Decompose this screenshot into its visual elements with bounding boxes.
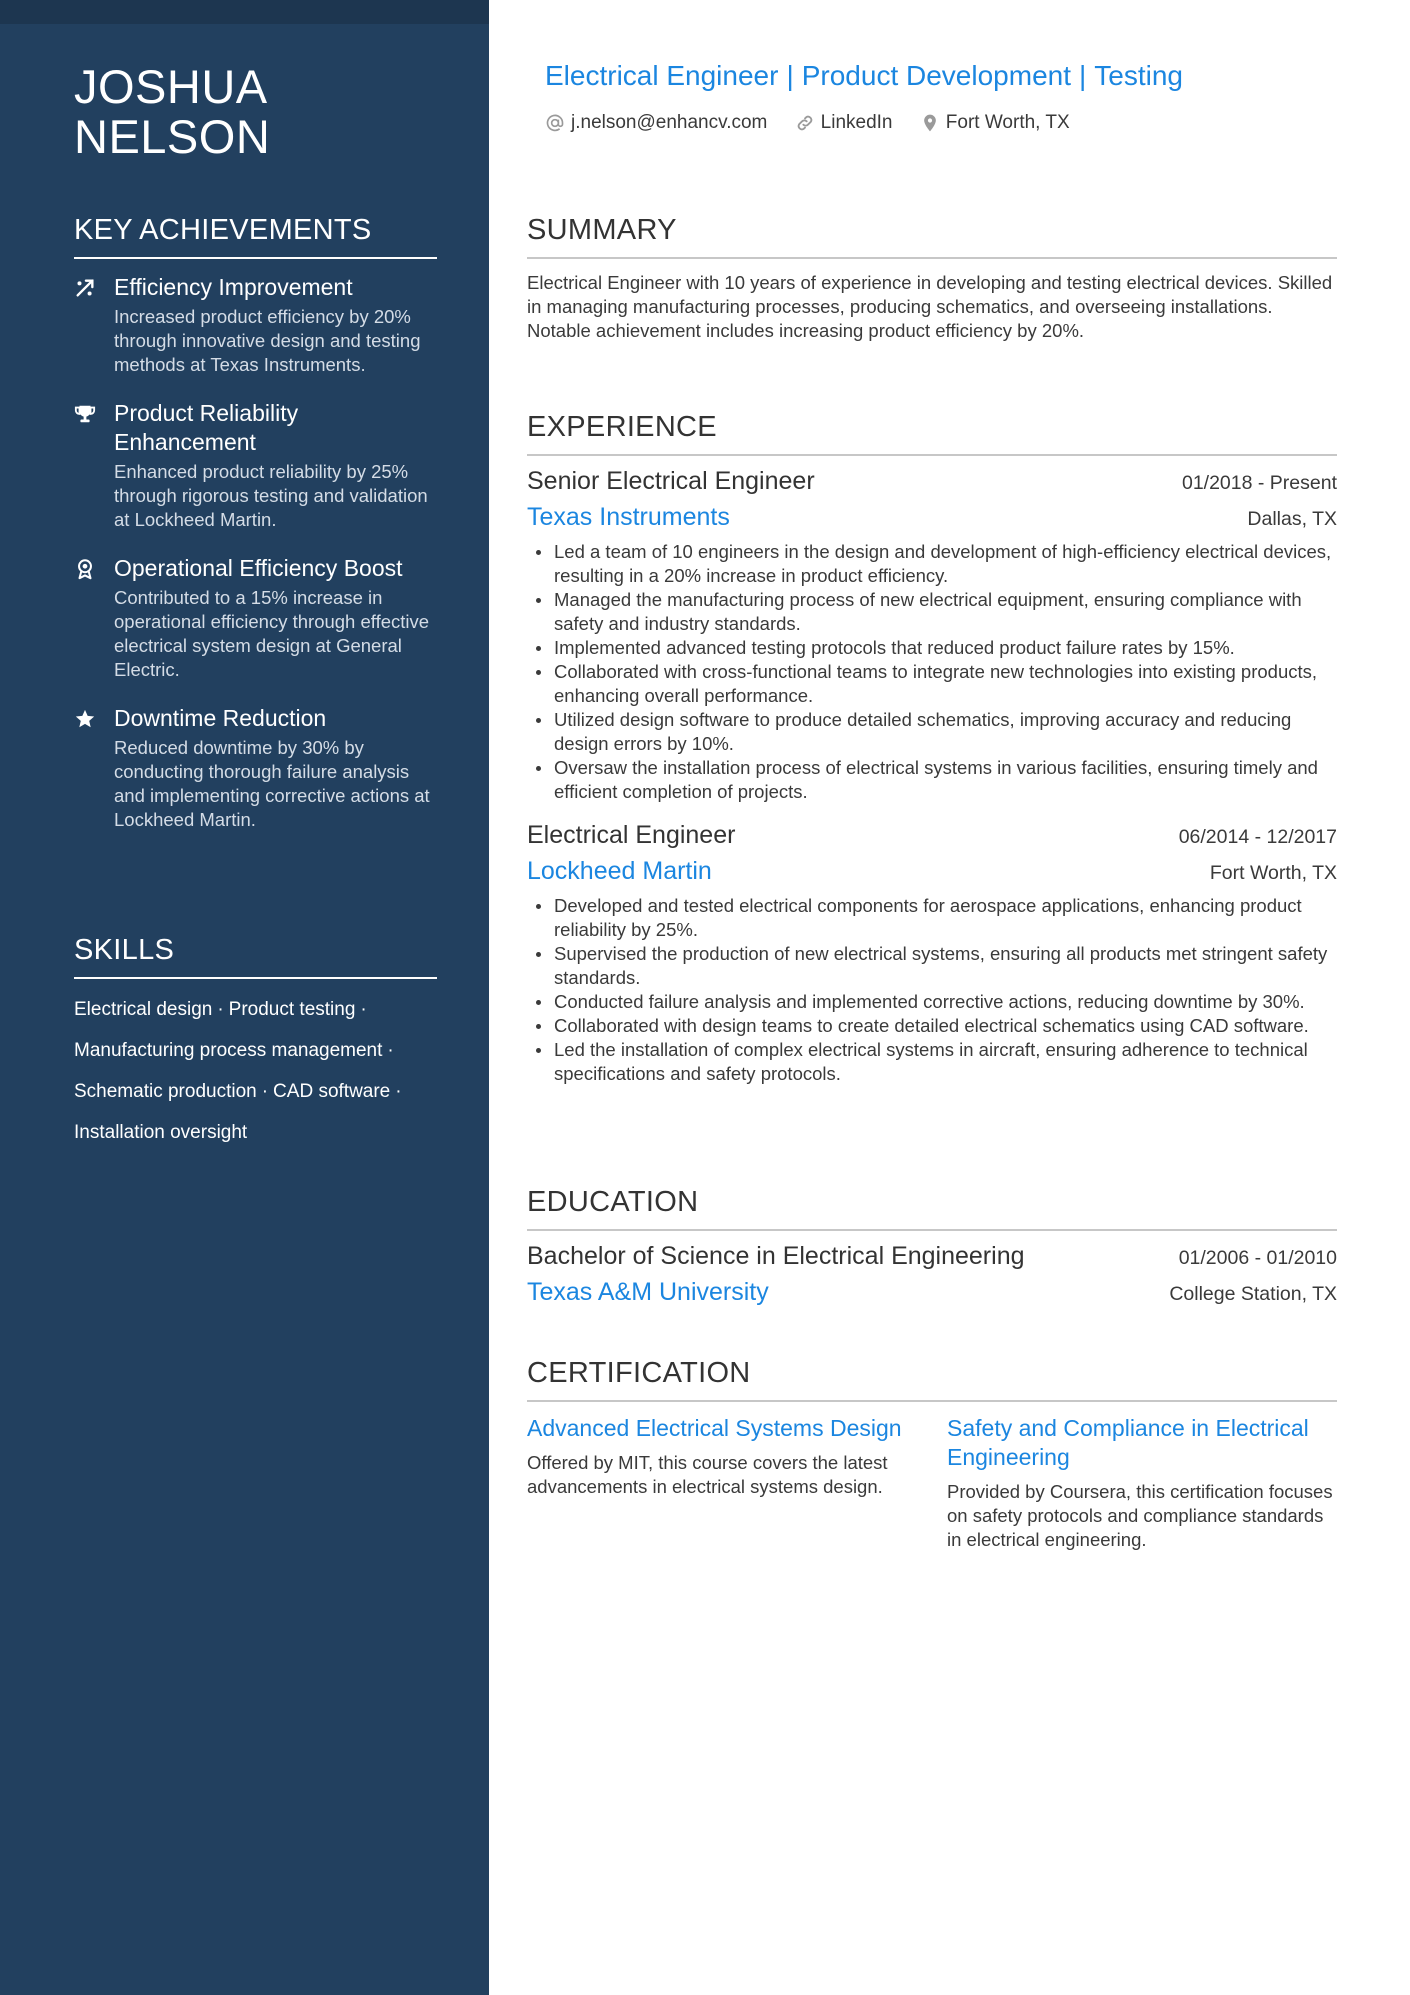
education-location: College Station, TX (1169, 1283, 1337, 1305)
skills-line (74, 1112, 437, 1153)
job-bullet: Led a team of 10 engineers in the design and development of high-efficiency electrical devices, resulting in a 20% increase in product efficiency. (527, 540, 1337, 588)
job-bullet: Conducted failure analysis and implemented corrective actions, reducing downtime by 30%. (527, 990, 1337, 1014)
email-contact[interactable] (545, 112, 767, 134)
job-company-row (527, 852, 1337, 890)
achievement-title: Downtime Reduction (114, 705, 327, 731)
skill-separator: · (395, 1081, 402, 1102)
headline-part: Product Development (801, 60, 1071, 91)
skills-list (74, 989, 437, 1153)
education-dates: 01/2006 - 01/2010 (1178, 1247, 1337, 1269)
last-name: NELSON (74, 110, 271, 163)
sidebar-top-bar (0, 0, 489, 24)
achievement-title: Efficiency Improvement (114, 274, 353, 300)
job-bullet: Implemented advanced testing protocols that reduced product failure rates by 15%. (527, 636, 1337, 660)
contact-row (545, 112, 1325, 139)
key-achievements-section (74, 214, 437, 854)
achievement-item (74, 554, 437, 682)
skill-separator: · (360, 999, 367, 1020)
certification-description: Offered by MIT, this course covers the latest advancements in electrical systems design. (527, 1452, 888, 1497)
linkedin-text: LinkedIn (820, 112, 893, 133)
skills-line (74, 989, 437, 1030)
summary-section (527, 214, 1337, 343)
education-header-row (527, 1239, 1337, 1273)
key-achievements-title: KEY ACHIEVEMENTS (74, 214, 437, 259)
experience-section (527, 411, 1337, 1100)
experience-title: EXPERIENCE (527, 411, 1337, 456)
first-name: JOSHUA (74, 60, 268, 113)
achievement-item (74, 704, 437, 832)
job-bullet: Collaborated with cross-functional teams to integrate new technologies into existing products, enhancing overall performance. (527, 660, 1337, 708)
job-company-row (527, 498, 1337, 536)
linkedin-contact[interactable] (795, 112, 893, 134)
job-bullet: Developed and tested electrical components for aerospace applications, enhancing product reliability by 25%. (527, 894, 1337, 942)
job-bullets (527, 540, 1337, 804)
job-dates: 06/2014 - 12/2017 (1178, 826, 1337, 848)
achievement-description: Contributed to a 15% increase in operational efficiency through effective electrical system design at General Electric. (114, 587, 430, 680)
achievement-description: Enhanced product reliability by 25% through rigorous testing and validation at Lockheed Martin. (114, 461, 428, 530)
skill-separator: · (217, 999, 224, 1020)
job-bullet: Collaborated with design teams to create detailed electrical schematics using CAD software. (527, 1014, 1337, 1038)
trophy-icon (74, 403, 96, 425)
job-company[interactable]: Texas Instruments (527, 503, 730, 531)
skills-line (74, 1071, 437, 1112)
skills-section (74, 934, 437, 1153)
efficiency-icon (74, 277, 96, 299)
email-text: j.nelson@enhancv.com (571, 112, 768, 133)
certification-item (527, 1414, 917, 1552)
job-location: Fort Worth, TX (1209, 862, 1337, 884)
skill-item: Schematic production (74, 1081, 257, 1102)
education-school-row (527, 1273, 1337, 1311)
summary-title: SUMMARY (527, 214, 1337, 259)
headline-part: Electrical Engineer (545, 60, 779, 91)
job-bullet: Oversaw the installation process of electrical systems in various facilities, ensuring timely and efficient completion of projects. (527, 756, 1337, 804)
achievement-description: Increased product efficiency by 20% through innovative design and testing methods at Texas Instruments. (114, 306, 421, 375)
certification-section (527, 1357, 1337, 1552)
job-location: Dallas, TX (1247, 508, 1337, 530)
achievement-item (74, 399, 437, 532)
skills-line (74, 1030, 437, 1071)
sidebar (0, 0, 489, 1995)
headline-part: Testing (1094, 60, 1183, 91)
location-text: Fort Worth, TX (945, 112, 1070, 133)
job-bullet: Supervised the production of new electrical systems, ensuring all products met stringent safety standards. (527, 942, 1337, 990)
location-pin-icon (920, 113, 940, 133)
certification-title: CERTIFICATION (527, 1357, 1337, 1402)
job-bullet: Led the installation of complex electrical systems in aircraft, ensuring adherence to technical specifications and safety protocols. (527, 1038, 1337, 1086)
skill-item: Product testing (228, 999, 356, 1020)
job-header-row (527, 464, 1337, 498)
job-bullet: Managed the manufacturing process of new electrical equipment, ensuring compliance with safety and industry standards. (527, 588, 1337, 636)
education-school[interactable]: Texas A&M University (527, 1278, 769, 1306)
certification-grid (527, 1414, 1337, 1552)
skill-item: Installation oversight (74, 1122, 248, 1143)
skill-item: Electrical design (74, 999, 213, 1020)
headline-separator: | (1079, 60, 1087, 91)
job-header-row (527, 818, 1337, 852)
achievement-item (74, 273, 437, 377)
education-section (527, 1186, 1337, 1311)
achievement-title: Operational Efficiency Boost (114, 555, 403, 581)
summary-text: Electrical Engineer with 10 years of experience in developing and testing electrical devices. Skilled in managing manufacturing processes, producing schematics, and overseeing installations. Notable achievement includes increasing product efficiency by 20%. (527, 272, 1333, 341)
education-degree: Bachelor of Science in Electrical Engineering (527, 1242, 1025, 1270)
star-icon (74, 708, 96, 730)
skill-item: CAD software (273, 1081, 391, 1102)
link-icon (795, 113, 815, 133)
job-dates: 01/2018 - Present (1181, 472, 1337, 494)
job-company[interactable]: Lockheed Martin (527, 857, 712, 885)
achievement-title: Product Reliability Enhancement (114, 400, 299, 455)
skill-item: Manufacturing process management (74, 1040, 383, 1061)
certification-name[interactable]: Advanced Electrical Systems Design (527, 1415, 902, 1441)
certification-name[interactable]: Safety and Compliance in Electrical Engineering (947, 1415, 1309, 1470)
job-role: Senior Electrical Engineer (527, 467, 815, 495)
job-entry (527, 464, 1337, 804)
skills-title: SKILLS (74, 934, 437, 979)
certification-description: Provided by Coursera, this certification focuses on safety protocols and compliance standards in electrical engineering. (947, 1481, 1333, 1550)
education-title: EDUCATION (527, 1186, 1337, 1231)
at-icon (545, 113, 565, 133)
skill-separator: · (387, 1040, 394, 1061)
headline (545, 60, 1325, 92)
certification-item (947, 1414, 1337, 1552)
headline-separator: | (786, 60, 794, 91)
job-role: Electrical Engineer (527, 821, 736, 849)
achievements-list (74, 273, 437, 832)
location-contact (920, 112, 1070, 134)
candidate-name (74, 62, 454, 162)
medal-icon (74, 558, 96, 580)
job-entry (527, 818, 1337, 1086)
achievement-description: Reduced downtime by 30% by conducting thorough failure analysis and implementing corrective actions at Lockheed Martin. (114, 737, 430, 830)
skill-separator: · (261, 1081, 269, 1102)
job-bullets (527, 894, 1337, 1086)
job-bullet: Utilized design software to produce detailed schematics, improving accuracy and reducing design errors by 10%. (527, 708, 1337, 756)
